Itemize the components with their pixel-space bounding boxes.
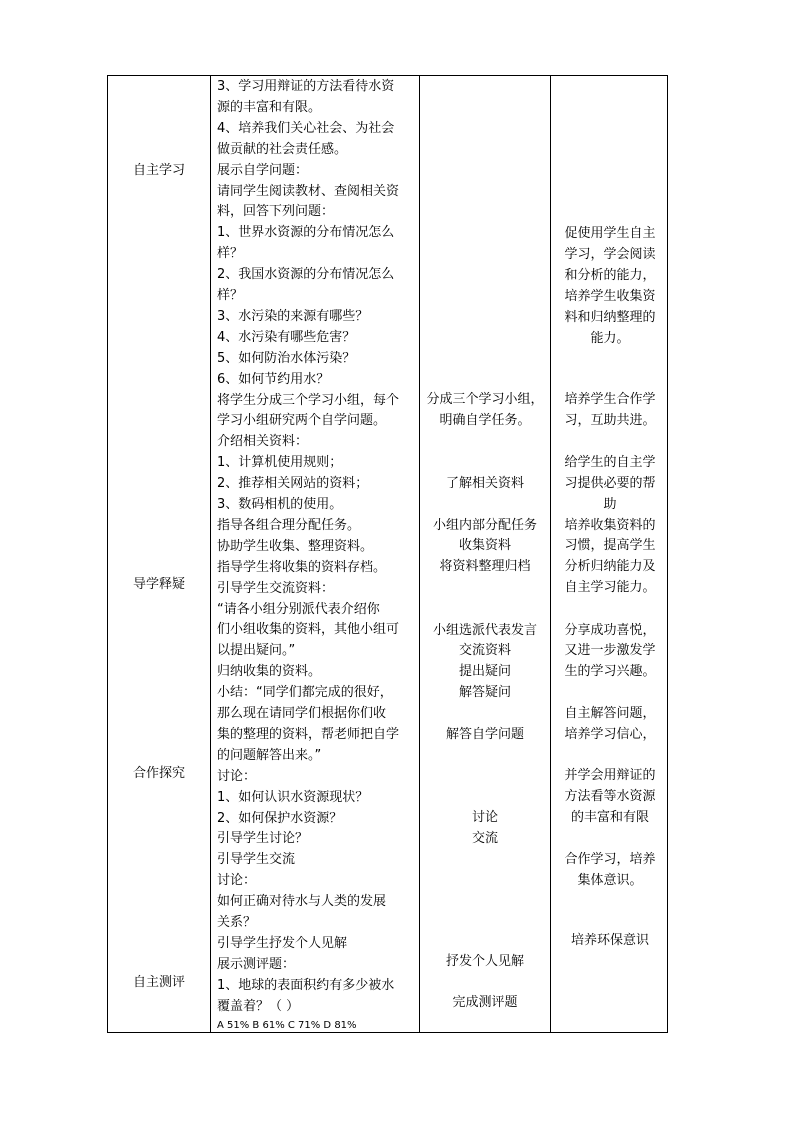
teacher-activity-line: 指导各组合理分配任务。 — [217, 518, 361, 533]
design-intent-line: 料和归纳整理的 — [564, 310, 656, 325]
student-activity-line: 抒发个人见解 — [445, 954, 524, 969]
design-intent-line: 给学生的自主学 — [564, 455, 656, 470]
design-intent-line: 分享成功喜悦， — [564, 623, 656, 638]
teacher-activity-line: 那么现在请同学们根据你们收 — [217, 706, 387, 721]
student-activity-line: 解答疑问 — [458, 685, 511, 700]
design-intent-line: 能力。 — [590, 331, 630, 346]
teacher-activity-line: 引导学生交流 — [217, 852, 296, 867]
teacher-activity-line: 如何正确对待水与人类的发展 — [217, 894, 387, 909]
teacher-activity-line: 3、学习用辩证的方法看待水资 — [217, 79, 395, 94]
teacher-activity-line: 将学生分成三个学习小组，每个 — [217, 393, 400, 408]
lesson-plan-table — [107, 75, 668, 1033]
design-intent-line: 习惯，提高学生 — [564, 538, 656, 553]
teacher-activity-line: 引导学生交流资料： — [217, 581, 335, 596]
student-activity-line: 将资料整理归档 — [439, 559, 531, 574]
teacher-activity-line: 6、如何节约用水？ — [217, 372, 330, 387]
teacher-activity-line: 小结：“同学们都完成的很好， — [217, 685, 393, 700]
design-intent-line: 合作学习，培养 — [564, 852, 656, 867]
design-intent-line: 培养学生合作学 — [564, 392, 656, 407]
teacher-activity-line: 3、数码相机的使用。 — [217, 497, 343, 512]
teacher-activity-line: 讨论： — [217, 873, 257, 888]
design-intent-line: 助 — [603, 497, 617, 512]
design-intent-line: 培养收集资料的 — [564, 518, 656, 533]
teacher-activity-line: 展示测评题： — [217, 957, 296, 972]
student-activity-line: 解答自学问题 — [445, 727, 524, 742]
teacher-activity-line: 5、如何防治水体污染？ — [217, 351, 356, 366]
teacher-activity-line: “请各小组分别派代表介绍你 — [217, 602, 380, 617]
design-intent-line: 促使用学生自主 — [564, 226, 656, 241]
teacher-activity-line: 归纳收集的资料。 — [217, 664, 322, 679]
design-intent-line: 并学会用辩证的 — [564, 768, 656, 783]
teacher-activity-line: 的问题解答出来。” — [217, 748, 322, 763]
teacher-activity-line: 3、水污染的来源有哪些？ — [217, 309, 369, 324]
student-activity-line: 分成三个学习小组， — [426, 392, 544, 407]
student-activity-line: 了解相关资料 — [445, 476, 524, 491]
answer-options-line: A 51% B 61% C 71% D 81% — [217, 1020, 357, 1031]
design-intent-line: 培养学生收集资 — [564, 289, 656, 304]
student-activity-line: 收集资料 — [458, 538, 511, 553]
teacher-activity-line: 4、水污染有哪些危害？ — [217, 330, 356, 345]
design-intent-line: 自主解答问题， — [564, 706, 656, 721]
teacher-activity-line: 们小组收集的资料，其他小组可 — [217, 622, 400, 637]
design-intent-line: 生的学习兴趣。 — [564, 664, 656, 679]
teacher-activity-line: 引导学生讨论？ — [217, 831, 309, 846]
stage-label: 合作探究 — [132, 766, 185, 781]
teacher-activity-line: 引导学生抒发个人见解 — [217, 936, 348, 951]
design-intent-line: 集体意识。 — [577, 873, 643, 888]
teacher-activity-line: 展示自学问题： — [217, 163, 309, 178]
teacher-activity-line: 学习小组研究两个自学问题。 — [217, 413, 387, 428]
teacher-activity-line: 1、如何认识水资源现状？ — [217, 790, 369, 805]
teacher-activity-line: 样？ — [217, 246, 244, 261]
teacher-activity-line: 指导学生将收集的资料存档。 — [217, 560, 387, 575]
teacher-activity-line: 料，回答下列问题： — [217, 204, 335, 219]
design-intent-line: 培养学习信心， — [564, 727, 656, 742]
design-intent-line: 自主学习能力。 — [564, 580, 656, 595]
stage-label: 导学释疑 — [132, 577, 185, 592]
student-activity-line: 小组内部分配任务 — [432, 518, 537, 533]
column-divider — [210, 76, 211, 1032]
teacher-activity-line: 做贡献的社会责任感。 — [217, 142, 348, 157]
teacher-activity-line: 2、如何保护水资源？ — [217, 811, 343, 826]
teacher-activity-line: 1、计算机使用规则； — [217, 455, 343, 470]
student-activity-line: 提出疑问 — [458, 664, 511, 679]
design-intent-line: 分析归纳能力及 — [564, 559, 656, 574]
design-intent-line: 习，互助共进。 — [564, 413, 656, 428]
teacher-activity-line: 讨论： — [217, 769, 257, 784]
teacher-activity-line: 1、世界水资源的分布情况怎么 — [217, 225, 395, 240]
teacher-activity-line: 4、培养我们关心社会、为社会 — [217, 121, 395, 136]
design-intent-line: 又进一步激发学 — [564, 643, 656, 658]
design-intent-line: 习提供必要的帮 — [564, 476, 656, 491]
teacher-activity-line: 协助学生收集、整理资料。 — [217, 539, 374, 554]
teacher-activity-line: 1、地球的表面积约有多少被水 — [217, 978, 395, 993]
teacher-activity-line: 2、推荐相关网站的资料； — [217, 476, 369, 491]
stage-label: 自主学习 — [132, 163, 185, 178]
design-intent-line: 和分析的能力， — [564, 268, 656, 283]
teacher-activity-line: 覆盖着？（ ） — [217, 999, 300, 1014]
student-activity-line: 小组选派代表发言 — [432, 623, 537, 638]
student-activity-line: 明确自学任务。 — [439, 413, 531, 428]
teacher-activity-line: 样？ — [217, 288, 244, 303]
design-intent-line: 学习，学会阅读 — [564, 247, 656, 262]
student-activity-line: 交流 — [471, 831, 498, 846]
stage-label: 自主测评 — [132, 975, 185, 990]
teacher-activity-line: 2、我国水资源的分布情况怎么 — [217, 267, 395, 282]
teacher-activity-line: 关系？ — [217, 915, 257, 930]
student-activity-line: 交流资料 — [458, 643, 511, 658]
design-intent-line: 方法看等水资源 — [564, 789, 656, 804]
teacher-activity-line: 集的整理的资料，帮老师把自学 — [217, 727, 400, 742]
teacher-activity-line: 请同学生阅读教材、查阅相关资 — [217, 184, 400, 199]
teacher-activity-line: 以提出疑问。” — [217, 643, 296, 658]
design-intent-line: 的丰富和有限 — [570, 810, 649, 825]
teacher-activity-line: 介绍相关资料： — [217, 434, 309, 449]
teacher-activity-line: 源的丰富和有限。 — [217, 100, 322, 115]
design-intent-line: 培养环保意识 — [570, 933, 649, 948]
student-activity-line: 完成测评题 — [452, 995, 518, 1010]
student-activity-line: 讨论 — [471, 810, 498, 825]
